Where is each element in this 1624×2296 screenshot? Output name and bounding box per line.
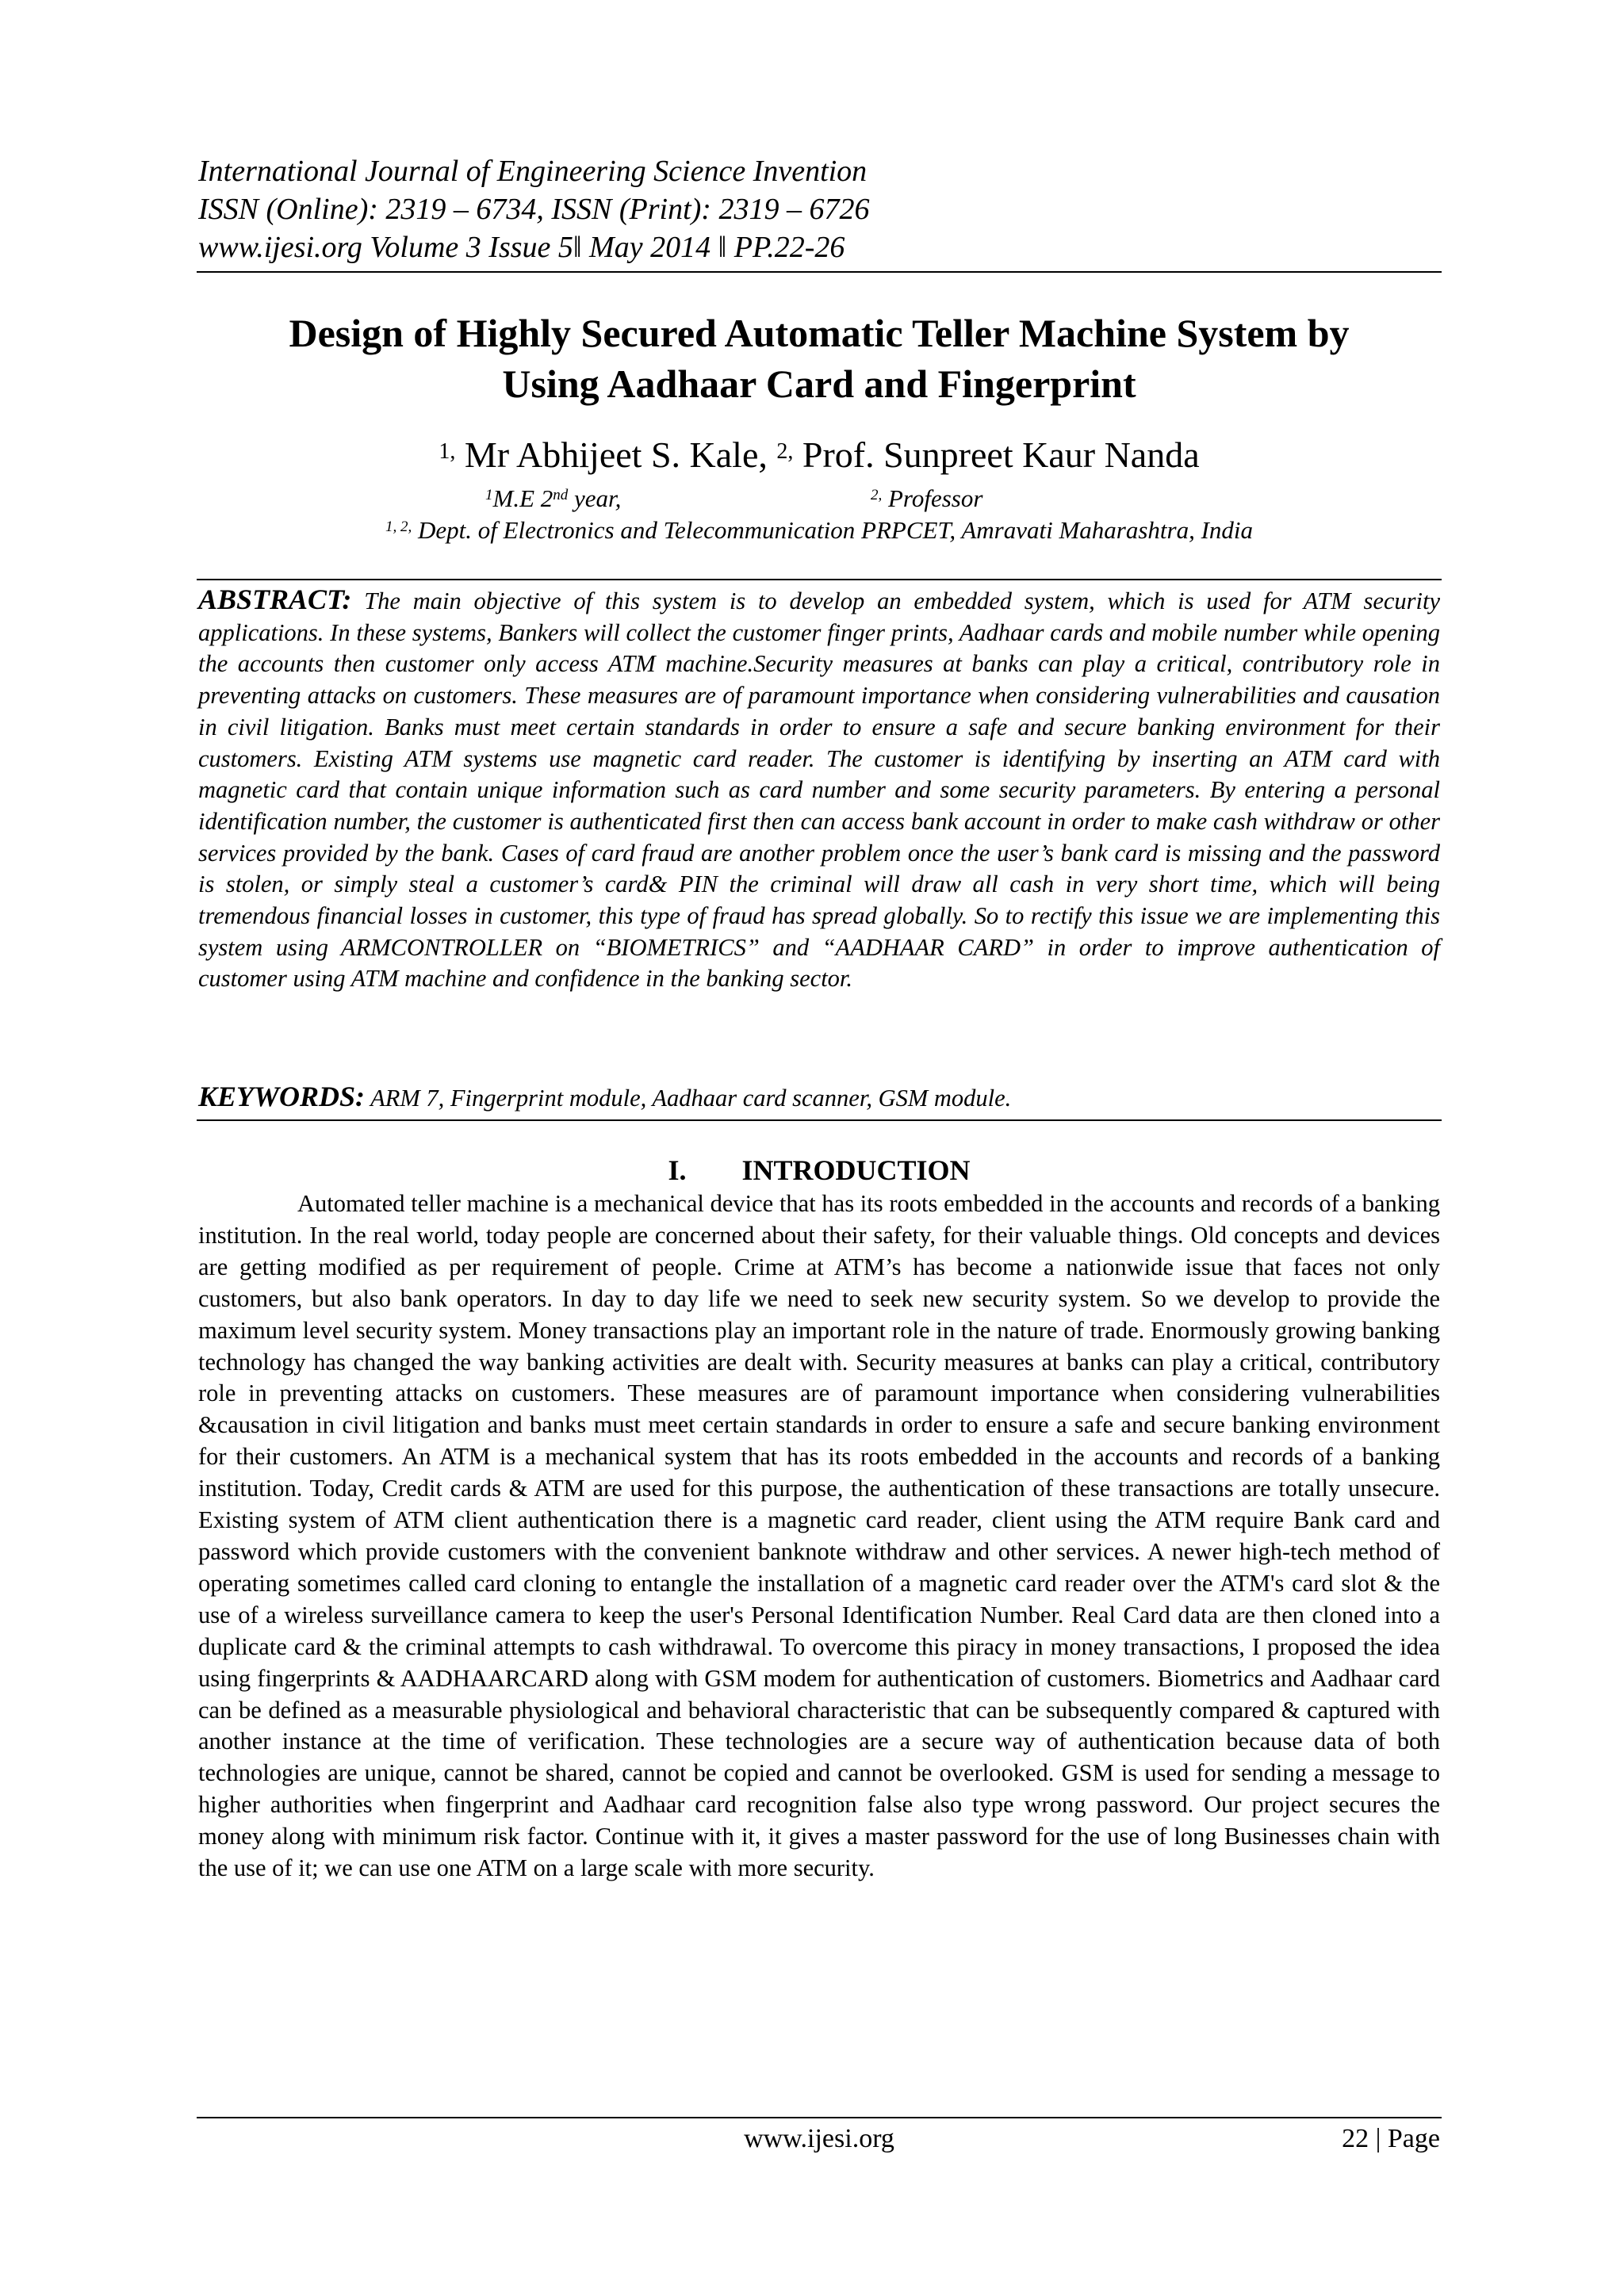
introduction-body: Automated teller machine is a mechanical device that has its roots embedded in the accounts and records of a banking institution. In the real world, today people are concerned about their safety, for their valuable things. Old concepts and devices are getting modified as per requirement of people. Crime at ATM’s has become a nationwide issue that faces not only customers, but also bank operators. In day to day life we need to seek new security system. So we develop to provide the maximum level security system. Money transactions play an important role in the nature of trade. Enormously growing banking technology has changed the way banking activities are dealt with. Security measures at banks can play a critical, contributory role in preventing attacks on customers. These measures are of paramount importance when considering vulnerabilities &causation in civil litigation and banks must meet certain standards in order to ensure a safe and secure banking environment for their customers. An ATM is a mechanical system that has its roots embedded in the accounts and records of a banking institution. Today, Credit cards & ATM are used for this purpose, the authentication of these transactions are totally unsecure. Existing system of ATM client authentication there is a magnetic card reader, client using the ATM require Bank card and password which provide customers with the convenient banknote withdraw and other services. A newer high-tech method of operating sometimes called card cloning to entangle the installation of a magnetic card reader over the ATM's card slot & the use of a wireless surveillance camera to keep the user's Personal Identification Number. Real Card data are then cloned into a duplicate card & the criminal attempts to cash withdrawal. To overcome this piracy in money transactions, I proposed the idea using fingerprints & AADHAARCARD along with GSM modem for authentication of customers. Biometrics and Aadhaar card can be defined as a measurable physiological and behavioral characteristic that can be subsequently compared & captured with another instance at the time of verification. These technologies are a secure way of authentication because data of both technologies are unique, cannot be shared, cannot be copied and cannot be overlooked. GSM is used for sending a message to higher authorities when fingerprint and Aadhaar card recognition false also type wrong password. Our project secures the money along with minimum risk factor. Continue with it, it gives a master password for the use of long Businesses chain with the use of it; we can use one ATM on a large scale with more security. — [198, 1190, 1440, 1882]
abstract-text: The main objective of this system is to develop an embedded system, which is used for ATM security applications. In these systems, Bankers will collect the customer finger prints, Aadhaar cards and mobile number while opening the accounts then customer only access ATM machine.Security measures at banks can play a critical, contributory role in preventing attacks on customers. These measures are of paramount importance when considering vulnerabilities and causation in civil litigation. Banks must meet certain standards in order to ensure a safe and secure banking environment for their customers. Existing ATM systems use magnetic card reader. The customer is identifying by inserting an ATM card with magnetic card that contain unique information such as card number and some security parameters. By entering a personal identification number, the customer is authenticated first then can access bank account in order to make cash withdraw or other services provided by the bank. Cases of card fraud are another problem once the user’s bank card is missing and the password is stolen, or simply steal a customer’s card& PIN the criminal will draw all cash in very short time, which will being tremendous financial losses in customer, this type of fraud has spread globally. So to rectify this issue we are implementing this system using ARMCONTROLLER on “BIOMETRICS” and “AADHAAR CARD” in order to improve authentication of customer using ATM machine and confidence in the banking sector. — [198, 587, 1441, 993]
keywords-label: KEYWORDS: — [198, 1081, 366, 1112]
author-list — [198, 433, 1440, 477]
author-1-name: Mr Abhijeet S. Kale, — [464, 434, 768, 475]
keywords-bottom-rule — [197, 1119, 1442, 1121]
section-number: I. — [668, 1154, 687, 1186]
author-1-marker: 1, — [439, 439, 456, 464]
footer-website: www.ijesi.org — [744, 2124, 894, 2153]
section-heading-introduction — [198, 1153, 1440, 1188]
author-2-name: Prof. Sunpreet Kaur Nanda — [802, 434, 1200, 475]
journal-issn: ISSN (Online): 2319 – 6734, ISSN (Print): 2319 – 6726 — [198, 193, 870, 226]
abstract-label: ABSTRACT: — [198, 584, 352, 615]
author-1-role: $^1$M.E 2nd year, — [485, 484, 622, 512]
section-title: INTRODUCTION — [741, 1154, 971, 1186]
abstract — [198, 584, 1440, 995]
journal-name: International Journal of Engineering Science Invention — [198, 155, 868, 188]
author-2-role: $^{2,}$ Professor — [871, 484, 983, 512]
keywords — [198, 1080, 1440, 1115]
author-2-marker: 2, — [776, 439, 794, 464]
abstract-top-rule — [197, 579, 1442, 580]
journal-volume: www.ijesi.org Volume 3 Issue 5ǁ May 2014 ǁ PP.22-26 — [198, 231, 845, 264]
footer-rule — [197, 2117, 1442, 2118]
paper-title-line-1: Design of Highly Secured Automatic Teller Machine System by — [289, 311, 1350, 355]
paper-title-line-2: Using Aadhaar Card and Fingerprint — [502, 362, 1136, 406]
keywords-text: ARM 7, Fingerprint module, Aadhaar card scanner, GSM module. — [370, 1085, 1012, 1112]
journal-header — [198, 152, 1440, 266]
header-rule — [197, 271, 1442, 273]
department-affiliation: $^{1, 2,}$ Dept. of Electronics and Telecommunication PRPCET, Amravati Maharashtra, India — [385, 516, 1254, 544]
footer-page-number: 22 | Page — [1342, 2124, 1440, 2153]
paper-title — [198, 308, 1440, 409]
